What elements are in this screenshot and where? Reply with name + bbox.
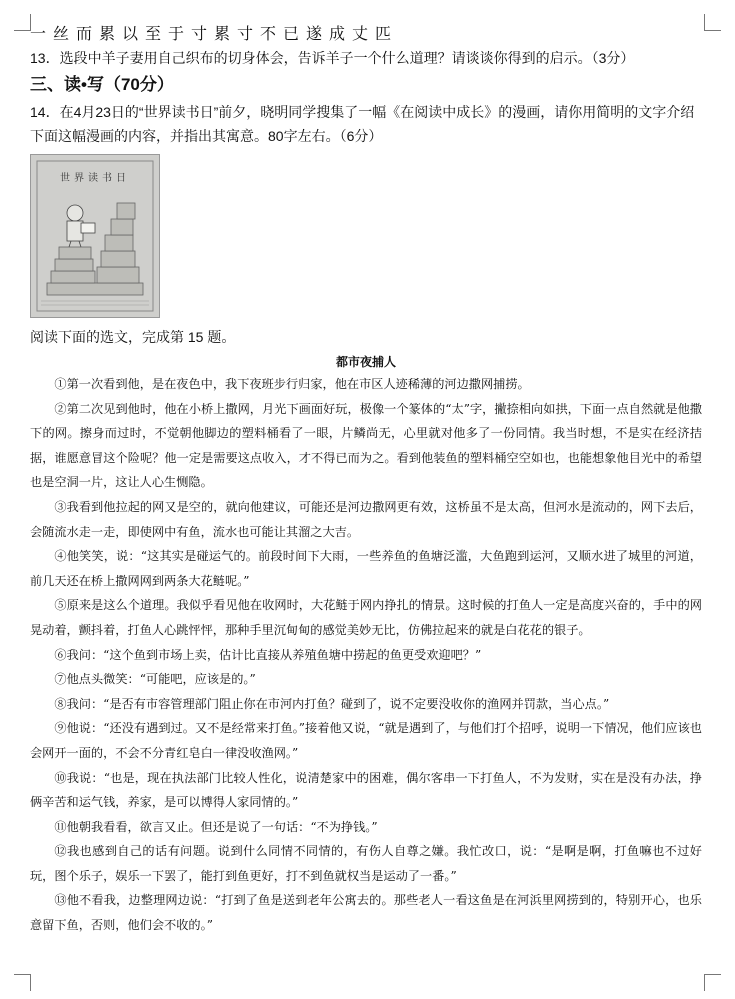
paragraph-10: ⑩我说：“也是，现在执法部门比较人性化，说清楚家中的困难，偶尔客串一下打鱼人，不为发财，实在是没有办法，挣俩辛苦和运气钱，养家，是可以博得人家同情的。”: [30, 770, 702, 810]
section-heading: 三、读•写（70分）: [30, 75, 174, 94]
page-content: [30, 22, 702, 938]
paragraph-2: ②第二次见到他时，他在小桥上撒网，月光下画面好玩，极像一个篆体的“太”字，撇捺相向如拱，下面一点自然就是他撒下的网。擦身而过时，不觉朝他脚边的塑料桶看了一眼，片鳞尚无，心里就对他多了一份同情。我当时想，不是实在经济拮据，谁愿意冒这个险呢？他一定是需要这点收入，才不得已而为之。看到他装鱼的塑料桶空空如也，也能想象他目光中的希望也是空洞一片，这让人心生恻隐。: [30, 401, 702, 490]
classical-text-line: 一丝而累以至于寸累寸不已遂成丈匹: [30, 24, 399, 43]
paragraph-12: ⑫我也感到自己的话有问题。说到什么同情不同情的，有伤人自尊之嫌。我忙改口，说：“是啊是啊，打鱼嘛也不过好玩，图个乐子，娱乐一下罢了，能打到鱼更好，打不到鱼就权当是运动了一番。”: [30, 844, 702, 883]
crop-mark-top-right: [704, 14, 721, 31]
paragraph-5: ⑤原来是这么个道理。我似乎看见他在收网时，大花鲢于网内挣扎的情景。这时候的打鱼人一定是高度兴奋的，手中的网晃动着，颤抖着，打鱼人心跳怦怦，那种手里沉甸甸的感觉美妙无比，仿佛拉起来的就是白花花的银子。: [30, 598, 702, 637]
paragraph-3: ③我看到他拉起的网又是空的，就向他建议，可能还是河边撒网更有效，这桥虽不是太高，但河水是流动的，网下去后，会随流水走一走，即使网中有鱼，流水也可能让其溜之大吉。: [30, 499, 702, 539]
paragraph-11: ⑪他朝我看看，欲言又止。但还是说了一句话：“不为挣钱。”: [54, 819, 378, 834]
paragraph-9: ⑨他说：“还没有遇到过。又不是经常来打鱼。”接着他又说，“就是遇到了，与他们打个招呼，说明一下情况，他们应该也会网开一面的，不会不分青红皂白一律没收渔网。”: [30, 721, 702, 760]
paragraph-7: ⑦他点头微笑：“可能吧，应该是的。”: [54, 672, 256, 687]
reading-instruction: 阅读下面的选文，完成第 15 题。: [30, 329, 236, 345]
question-13: 13．选段中羊子妻用自己织布的切身体会，告诉羊子一个什么道理？请谈谈你得到的启示。（3分）: [30, 50, 635, 66]
question-14: 14．在4月23日的“世界读书日”前夕，晓明同学搜集了一幅《在阅读中成长》的漫画，请你用简明的文字介绍下面这幅漫画的内容，并指出其寓意。80字左右。（6分）: [30, 104, 695, 144]
paragraph-1: ①第一次看到他，是在夜色中，我下夜班步行归家，他在市区人迹稀薄的河边撒网捕捞。: [54, 377, 530, 391]
paragraph-8: ⑧我问：“是否有市容管理部门阻止你在市河内打鱼？碰到了，说不定要没收你的渔网并罚款，当心点。”: [54, 696, 610, 711]
comic-title: 世界读书日: [60, 173, 130, 184]
crop-mark-top-left: [14, 14, 31, 31]
article-body: [30, 372, 702, 938]
comic-illustration: [30, 154, 160, 318]
article-title: 都市夜捕人: [335, 355, 396, 369]
crop-mark-bottom-left: [14, 974, 31, 991]
paragraph-13: ⑬他不看我，边整理网边说：“打到了鱼是送到老年公寓去的。那些老人一看这鱼是在河浜里网捞到的，特别开心，也乐意留下鱼，否则，他们会不收的。”: [30, 893, 702, 933]
paragraph-6: ⑥我问：“这个鱼到市场上卖，估计比直接从养殖鱼塘中捞起的鱼更受欢迎吧？”: [54, 647, 482, 662]
paragraph-4: ④他笑笑，说：“这其实是碰运气的。前段时间下大雨，一些养鱼的鱼塘泛滥，大鱼跑到运河，又顺水进了城里的河道，前几天还在桥上撒网网到两条大花鲢呢。”: [30, 549, 702, 588]
crop-mark-bottom-right: [704, 974, 721, 991]
